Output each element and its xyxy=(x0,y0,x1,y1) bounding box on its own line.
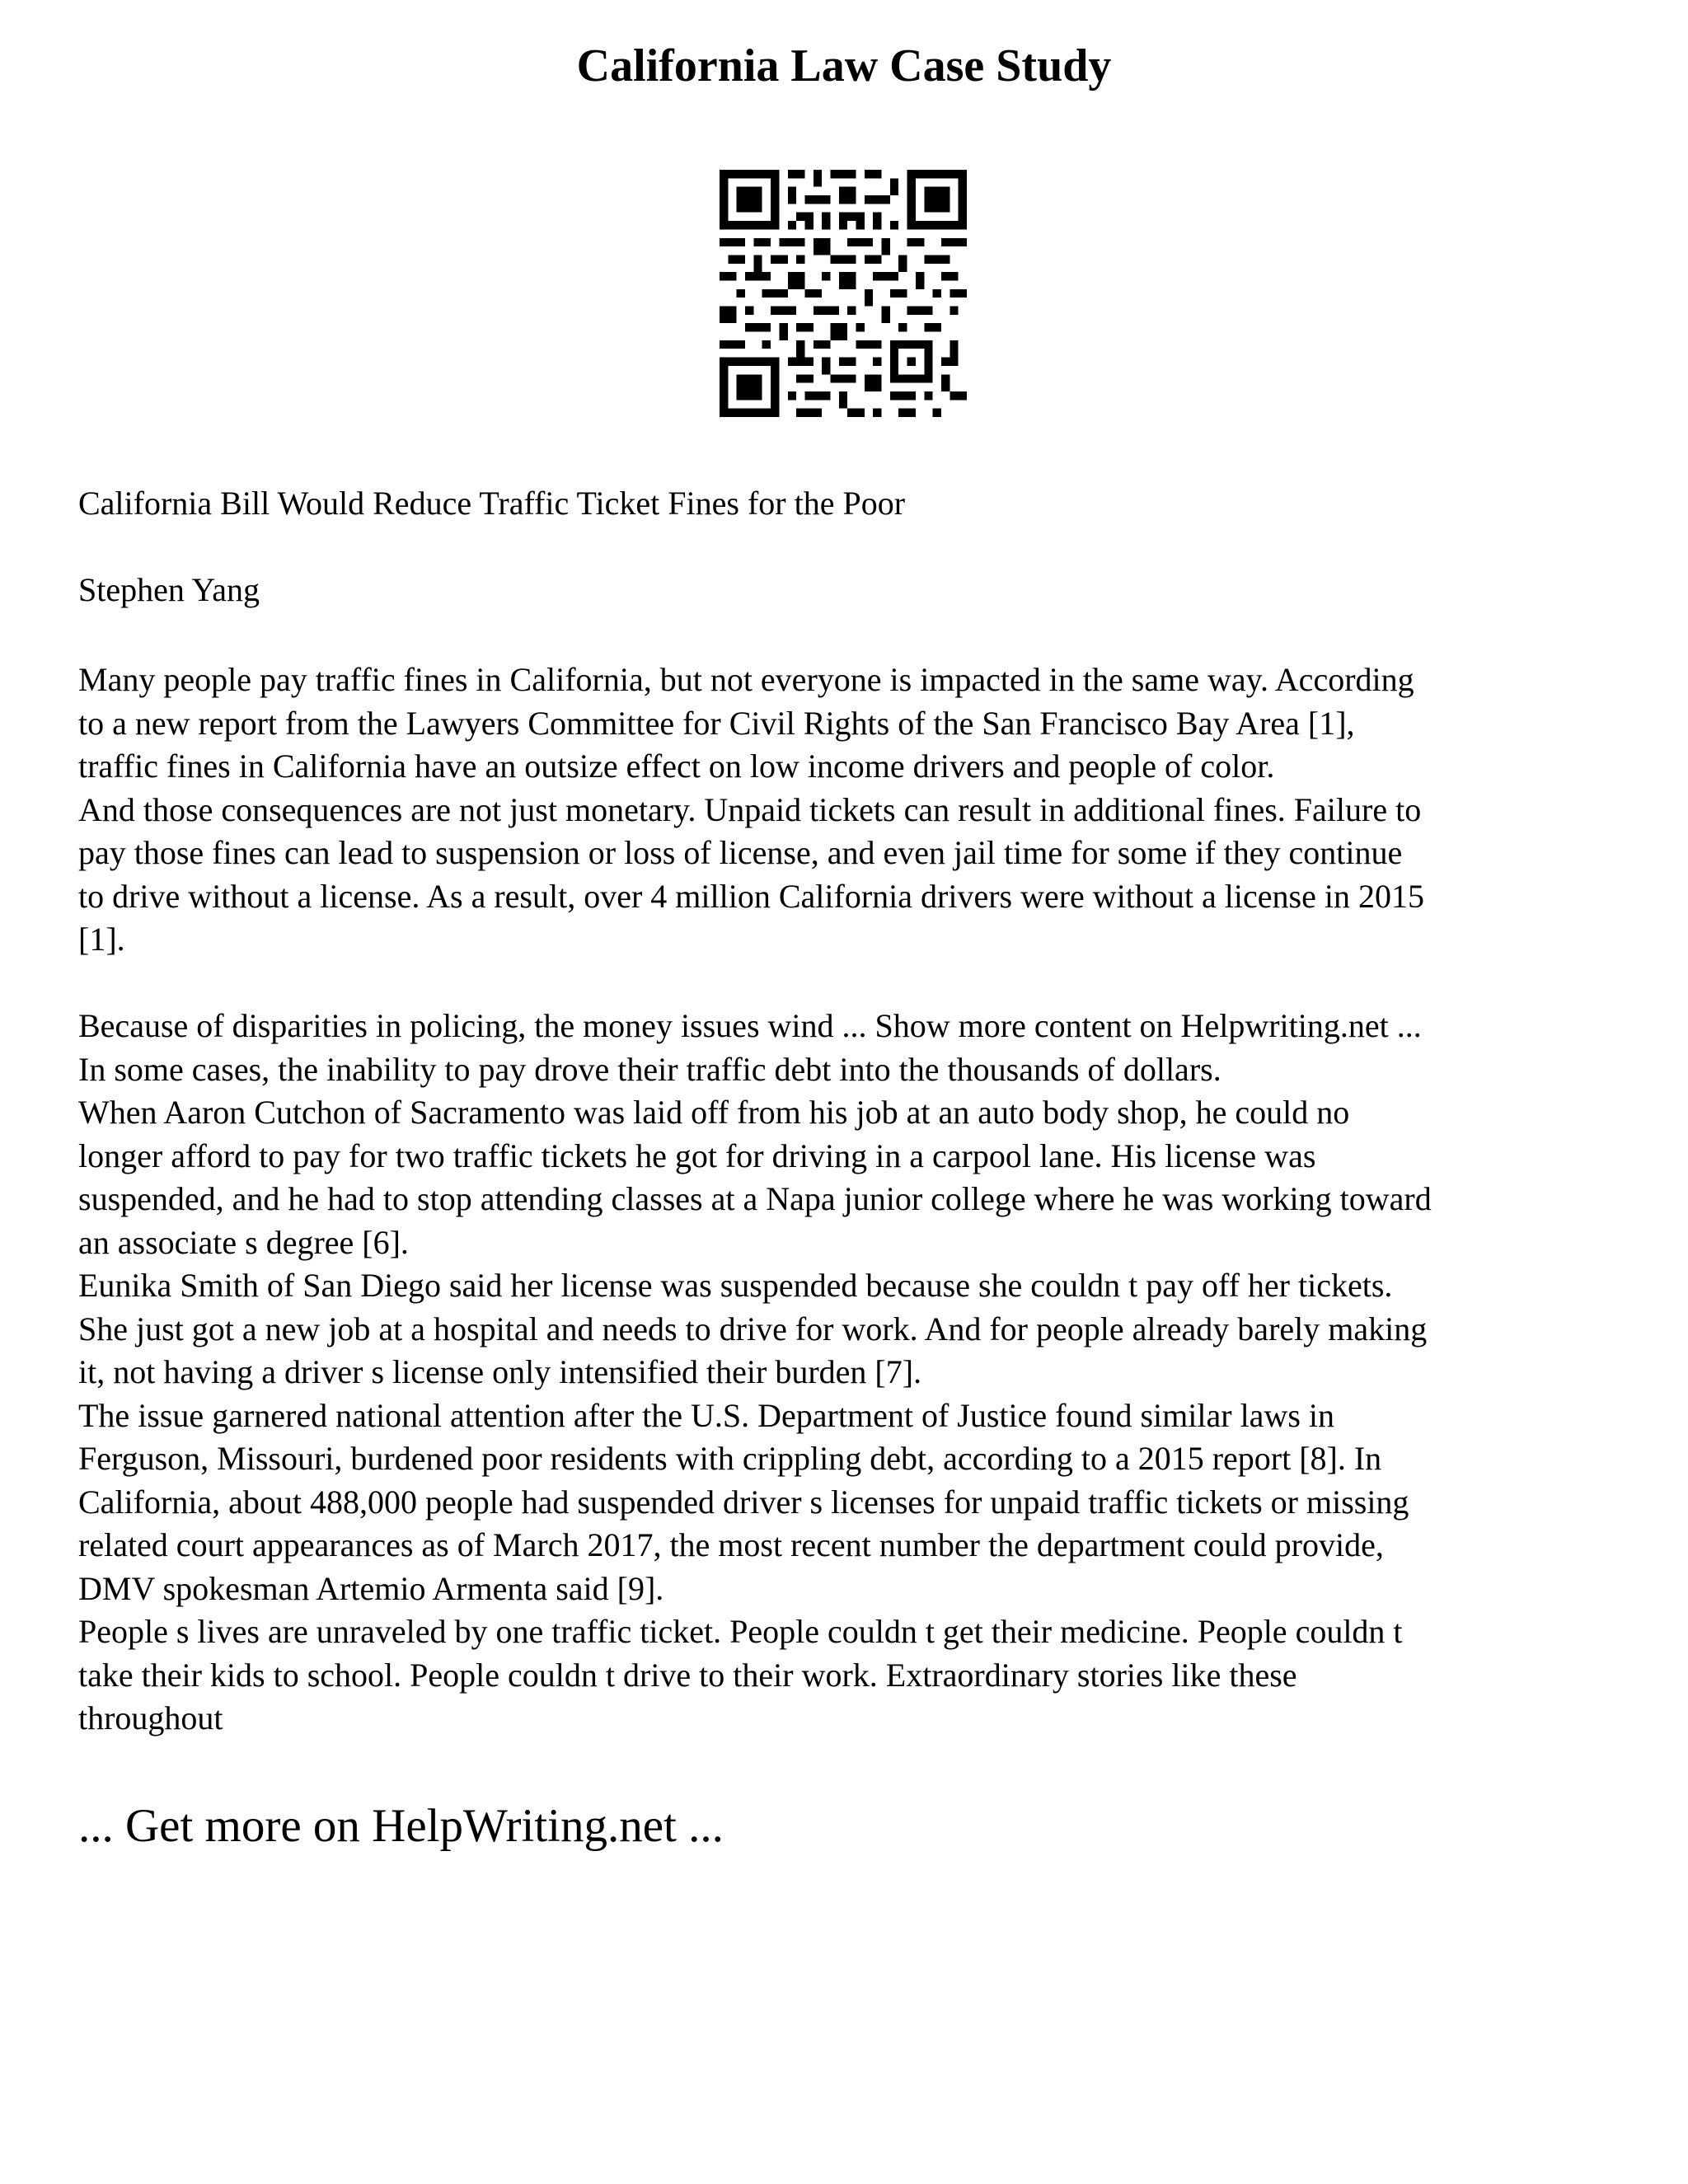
get-more-link[interactable]: ... Get more on HelpWriting.net ... xyxy=(78,1800,724,1852)
article-title: California Bill Would Reduce Traffic Ticket Fines for the Poor xyxy=(78,485,906,522)
author-name: Stephen Yang xyxy=(78,571,260,608)
document-title: California Law Case Study xyxy=(576,40,1112,91)
qr-code-icon xyxy=(720,170,967,417)
body-paragraph: Many people pay traffic fines in California, but not everyone is impacted in the same way. According to a new report from the Lawyers Committee for Civil Rights of the San Francisco Bay Area [1], traffic fines in California have an outsize effect on low income drivers and people of color. And those consequences are not just monetary. Unpaid tickets can result in additional fines. Failure to pay those fines can lead to suspension or loss of license, and even jail time for some if they continue to drive without a license. As a result, over 4 million California drivers were without a license in 2015 [1]. xyxy=(78,661,1424,958)
body-paragraph: Because of disparities in policing, the money issues wind ... Show more content on Helpwriting.net ... In some cases, the inability to pay drove their traffic debt into the thousands of dollars. When Aaron Cutchon of Sacramento was laid off from his job at an auto body shop, he could no longer afford to pay for two traffic tickets he got for driving in a carpool lane. His license was suspended, and he had to stop attending classes at a Napa junior college where he was working toward an associate s degree [6]. Eunika Smith of San Diego said her license was suspended because she couldn t pay off her tickets. She just got a new job at a hospital and needs to drive for work. And for people already barely making it, not having a driver s license only intensified their burden [7]. The issue garnered national attention after the U.S. Department of Justice found similar laws in Ferguson, Missouri, burdened poor residents with crippling debt, according to a 2015 report [8]. In California, about 488,000 people had suspended driver s licenses for unpaid traffic tickets or missing related court appearances as of March 2017, the most recent number the department could provide, DMV spokesman Artemio Armenta said [9]. People s lives are unraveled by one traffic ticket. People couldn t get their medicine. People couldn t take their kids to school. People couldn t drive to their work. Extraordinary stories like these throughout xyxy=(78,1007,1432,1736)
